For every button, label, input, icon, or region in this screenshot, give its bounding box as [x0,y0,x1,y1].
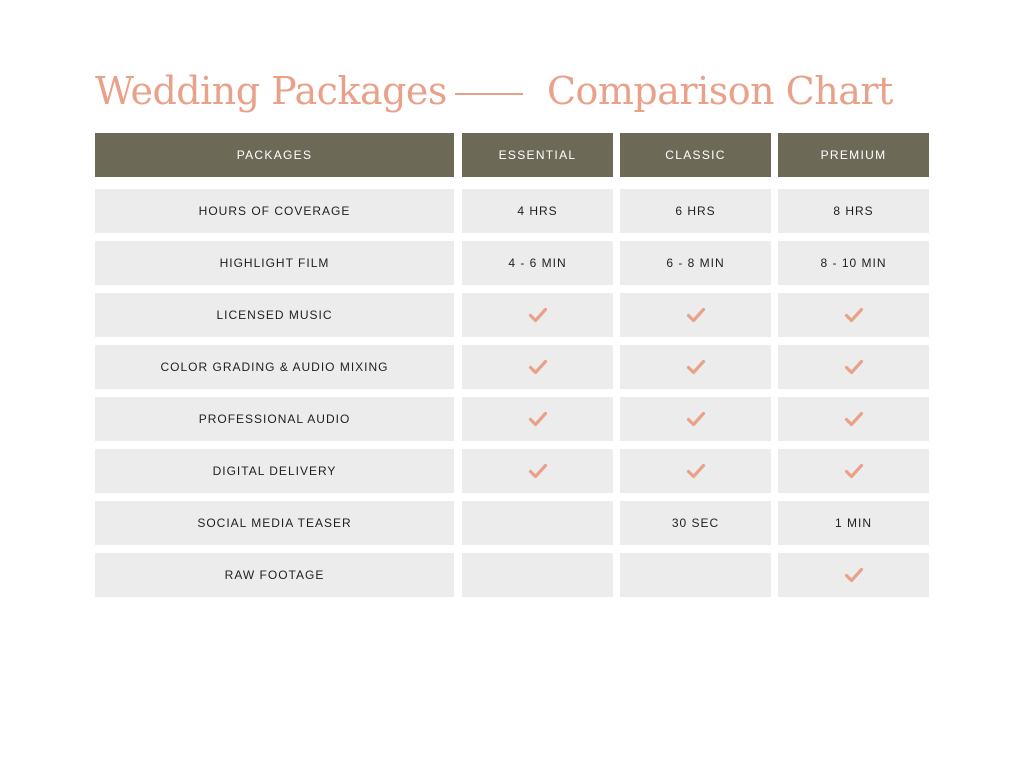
header-premium: PREMIUM [778,133,929,177]
check-icon [686,307,706,323]
classic-value [620,553,771,597]
essential-value [462,553,613,597]
essential-value: 4 - 6 MIN [462,241,613,285]
premium-cell [778,345,929,389]
classic-cell [620,293,771,337]
page-title [95,62,929,120]
feature-label: DIGITAL DELIVERY [95,449,454,493]
table-row [95,293,929,337]
classic-cell [620,449,771,493]
table-row [95,345,929,389]
feature-label: RAW FOOTAGE [95,553,454,597]
premium-value: 8 HRS [778,189,929,233]
classic-cell [620,345,771,389]
essential-cell [462,449,613,493]
classic-value: 30 SEC [620,501,771,545]
title-left: Wedding Packages [95,69,447,113]
premium-cell [778,449,929,493]
classic-cell [620,397,771,441]
essential-cell [462,345,613,389]
feature-label: SOCIAL MEDIA TEASER [95,501,454,545]
essential-value [462,501,613,545]
check-icon [844,359,864,375]
check-icon [686,359,706,375]
check-icon [844,411,864,427]
premium-cell [778,553,929,597]
feature-label: HIGHLIGHT FILM [95,241,454,285]
classic-value: 6 - 8 MIN [620,241,771,285]
essential-cell [462,293,613,337]
header-classic: CLASSIC [620,133,771,177]
check-icon [528,463,548,479]
table-row [95,449,929,493]
feature-label: PROFESSIONAL AUDIO [95,397,454,441]
premium-cell [778,397,929,441]
premium-value: 1 MIN [778,501,929,545]
essential-value: 4 HRS [462,189,613,233]
title-dash [455,93,523,95]
classic-value: 6 HRS [620,189,771,233]
essential-cell [462,397,613,441]
feature-label: COLOR GRADING & AUDIO MIXING [95,345,454,389]
check-icon [528,307,548,323]
header-essential: ESSENTIAL [462,133,613,177]
check-icon [844,463,864,479]
check-icon [528,359,548,375]
check-icon [686,411,706,427]
table-row [95,189,929,233]
check-icon [844,567,864,583]
premium-value: 8 - 10 MIN [778,241,929,285]
premium-cell [778,293,929,337]
feature-label: HOURS OF COVERAGE [95,189,454,233]
table-row [95,241,929,285]
header-packages: PACKAGES [95,133,454,177]
table-row [95,553,929,597]
table-row [95,397,929,441]
check-icon [686,463,706,479]
feature-label: LICENSED MUSIC [95,293,454,337]
table-header-row [95,133,929,177]
title-right: Comparison Chart [546,69,893,113]
check-icon [844,307,864,323]
check-icon [528,411,548,427]
table-row [95,501,929,545]
